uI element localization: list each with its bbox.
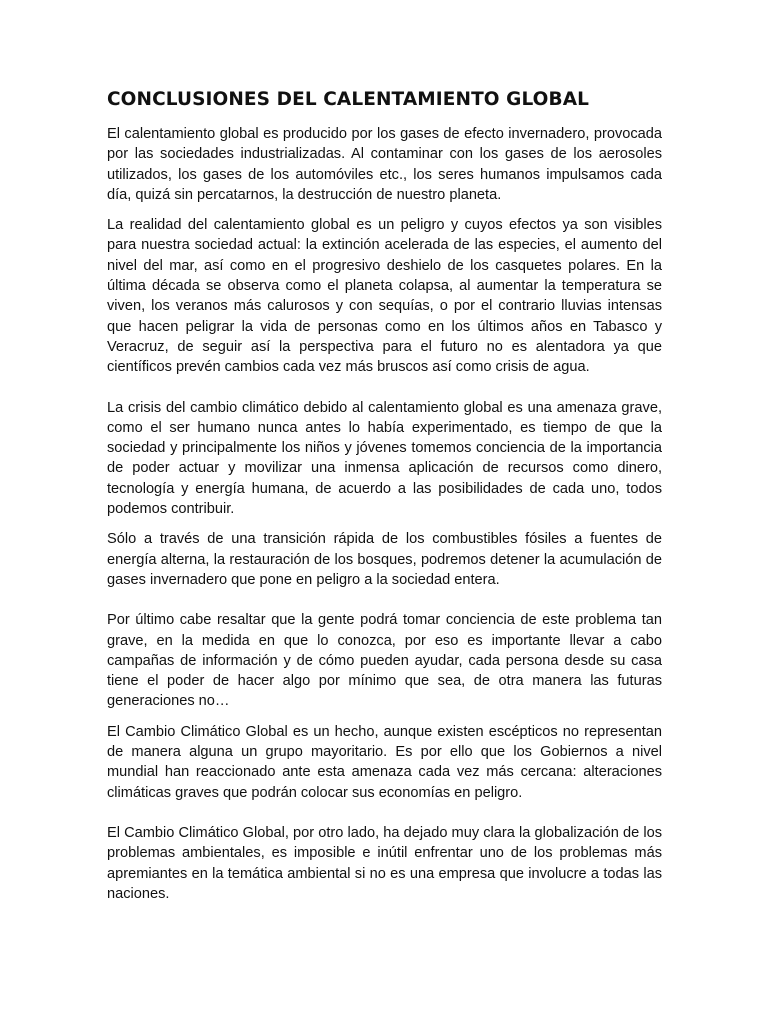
document-page (107, 86, 662, 904)
paragraph-1: El calentamiento global es producido por los gases de efecto invernadero, provocada por las sociedades industrializadas. Al contaminar con los gases de los aerosoles utilizados, los gases de los automóviles etc., los seres humanos impulsamos cada día, quizá sin percatarnos, la destrucción de nuestro planeta. (107, 126, 662, 203)
paragraph-4: Sólo a través de una transición rápida de los combustibles fósiles a fuentes de energía alterna, la restauración de los bosques, podremos detener la acumulación de gases invernadero que pone en peligro a la sociedad entera. (107, 531, 662, 588)
document-title: CONCLUSIONES DEL CALENTAMIENTO GLOBAL (107, 89, 590, 110)
paragraph-6: El Cambio Climático Global es un hecho, aunque existen escépticos no representan de manera alguna un grupo mayoritario. Es por ello que los Gobiernos a nivel mundial han reaccionado ante esta amenaza cada vez más cercana: alteraciones climáticas graves que podrán colocar sus economías en peligro. (107, 723, 662, 801)
paragraph-2: La realidad del calentamiento global es un peligro y cuyos efectos ya son visibles para nuestra sociedad actual: la extinción acelerada de las especies, el aumento del nivel del mar, así como en el progresivo deshielo de los casquetes polares. En la última década se observa como el planeta colapsa, al aumentar la temperatura se viven, los veranos más calurosos y con sequías, o por el contrario lluvias intensas que hacen peligrar la vida de personas como en los últimos años en Tabasco y Veracruz, de seguir así la perspectiva para el futuro no es alentadora ya que científicos prevén cambios cada vez más bruscos así como crisis de agua. (107, 217, 662, 376)
paragraph-5: Por último cabe resaltar que la gente podrá tomar conciencia de este problema tan grave, en la medida en que lo conozca, por eso es importante llevar a cabo campañas de información y de cómo pueden ayudar, cada persona desde su casa tiene el poder de hacer algo por mínimo que sea, de otra manera las futuras generaciones no… (107, 612, 662, 710)
paragraph-7: El Cambio Climático Global, por otro lado, ha dejado muy clara la globalización de los problemas ambientales, es imposible e inútil enfrentar uno de los problemas más apremiantes en la temática ambiental si no es una empresa que involucre a todas las naciones. (107, 824, 662, 902)
paragraph-3: La crisis del cambio climático debido al calentamiento global es una amenaza grave, como el ser humano nunca antes lo había experimentado, es tiempo de que la sociedad y principalmente los niños y jóvenes tomemos conciencia de la importancia de poder actuar y movilizar una inmensa aplicación de recursos como dinero, tecnología y energía humana, de acuerdo a las posibilidades de cada uno, todos podemos contribuir. (107, 399, 662, 518)
